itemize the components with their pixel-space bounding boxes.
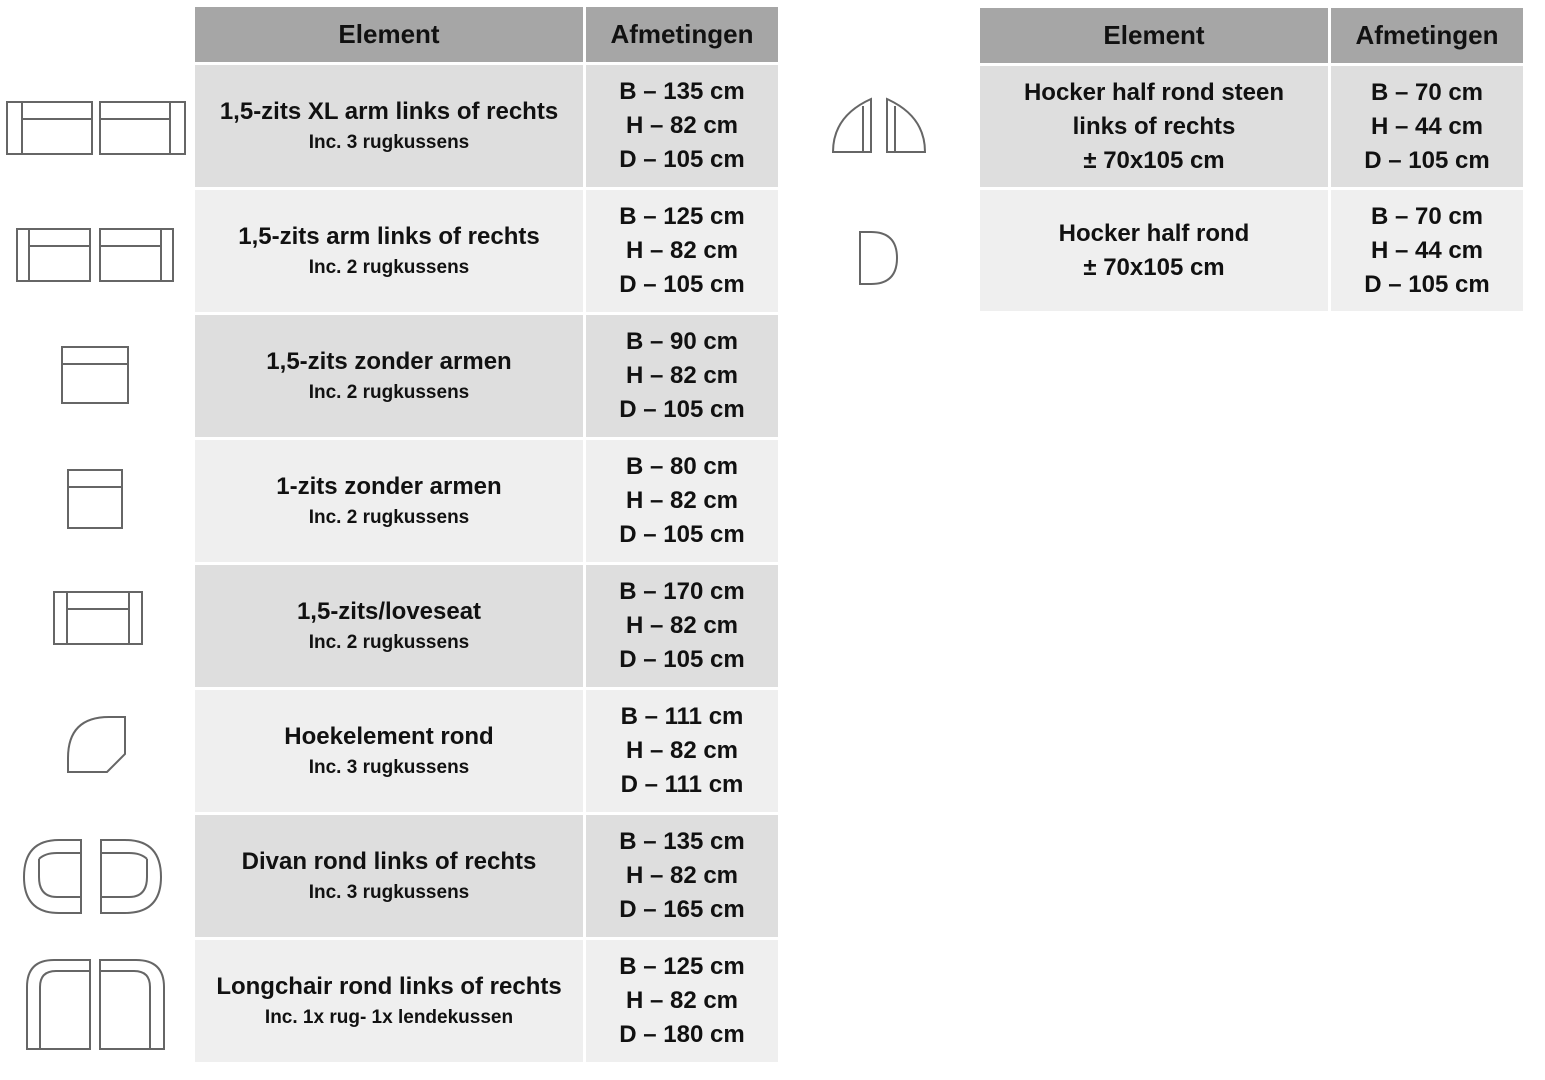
width-value: B – 111 cm bbox=[620, 703, 744, 730]
element-cell bbox=[980, 66, 1328, 187]
armchair-pair-icon bbox=[14, 226, 176, 284]
divan-round-pair-icon bbox=[21, 837, 165, 917]
table-row bbox=[195, 690, 778, 812]
header-dimensions: Afmetingen bbox=[1331, 8, 1523, 63]
width-value: B – 135 cm bbox=[619, 78, 745, 105]
left-element-table bbox=[192, 4, 781, 1065]
header-element: Element bbox=[980, 8, 1328, 63]
element-cushions: Inc. 2 rugkussens bbox=[308, 257, 470, 278]
element-cushions: Inc. 3 rugkussens bbox=[308, 757, 470, 778]
depth-value: D – 105 cm bbox=[1364, 270, 1490, 298]
element-name: 1,5-zits/loveseat bbox=[296, 598, 482, 625]
element-name: Hoekelement rond bbox=[284, 723, 494, 750]
element-cell bbox=[195, 690, 583, 812]
height-value: H – 44 cm bbox=[1370, 236, 1484, 264]
element-cushions: Inc. 1x rug- 1x lendekussen bbox=[264, 1007, 514, 1028]
dimensions-cell bbox=[586, 815, 778, 937]
loveseat-icon bbox=[51, 589, 145, 647]
element-cushions: Inc. 3 rugkussens bbox=[308, 882, 470, 903]
depth-value: D – 111 cm bbox=[620, 771, 744, 798]
dimensions-cell bbox=[586, 565, 778, 687]
element-cell bbox=[195, 315, 583, 437]
element-name: 1-zits zonder armen bbox=[276, 473, 502, 500]
width-value: B – 125 cm bbox=[619, 953, 745, 980]
armchair-xl-pair-icon bbox=[4, 99, 188, 157]
table-row bbox=[195, 190, 778, 312]
hocker-half-round-pair-icon bbox=[829, 96, 929, 156]
element-cell bbox=[195, 940, 583, 1062]
height-value: H – 82 cm bbox=[625, 612, 739, 639]
element-name-line2: links of rechts bbox=[1072, 112, 1236, 140]
dimensions-cell bbox=[1331, 190, 1523, 311]
depth-value: D – 105 cm bbox=[619, 646, 745, 673]
height-value: H – 82 cm bbox=[625, 487, 739, 514]
corner-round-icon bbox=[65, 714, 129, 776]
depth-value: D – 105 cm bbox=[619, 396, 745, 423]
dimensions-cell bbox=[586, 440, 778, 562]
longchair-round-pair-icon bbox=[24, 957, 168, 1053]
element-cell bbox=[195, 65, 583, 187]
header-dimensions: Afmetingen bbox=[586, 7, 778, 62]
seat-single-icon bbox=[65, 467, 125, 531]
element-cushions: Inc. 2 rugkussens bbox=[308, 382, 470, 403]
height-value: H – 82 cm bbox=[625, 112, 739, 139]
element-cushions: Inc. 3 rugkussens bbox=[308, 132, 470, 153]
table-row bbox=[195, 565, 778, 687]
element-cell bbox=[195, 440, 583, 562]
width-value: B – 70 cm bbox=[1370, 78, 1484, 106]
height-value: H – 82 cm bbox=[625, 862, 739, 889]
depth-value: D – 180 cm bbox=[619, 1021, 745, 1048]
element-name: Hocker half rond bbox=[1058, 219, 1250, 247]
element-cell bbox=[980, 190, 1328, 311]
table-row bbox=[980, 66, 1523, 187]
element-name: 1,5-zits arm links of rechts bbox=[238, 223, 540, 250]
table-row bbox=[195, 315, 778, 437]
element-cushions: Inc. 2 rugkussens bbox=[308, 632, 470, 653]
height-value: H – 44 cm bbox=[1370, 112, 1484, 140]
dimensions-cell bbox=[586, 315, 778, 437]
seat-wide-icon bbox=[59, 344, 131, 406]
dimensions-cell bbox=[586, 65, 778, 187]
width-value: B – 125 cm bbox=[619, 203, 745, 230]
element-size: ± 70x105 cm bbox=[1083, 146, 1225, 174]
depth-value: D – 165 cm bbox=[619, 896, 745, 923]
element-size: ± 70x105 cm bbox=[1083, 253, 1225, 281]
width-value: B – 90 cm bbox=[625, 328, 739, 355]
table-row bbox=[195, 940, 778, 1062]
element-name: Longchair rond links of rechts bbox=[216, 973, 562, 1000]
depth-value: D – 105 cm bbox=[619, 271, 745, 298]
table-row bbox=[195, 440, 778, 562]
dimensions-cell bbox=[1331, 66, 1523, 187]
element-cell bbox=[195, 565, 583, 687]
dimensions-cell bbox=[586, 940, 778, 1062]
element-name: Hocker half rond steen bbox=[1023, 78, 1285, 106]
element-name: 1,5-zits XL arm links of rechts bbox=[219, 98, 559, 125]
dimensions-cell bbox=[586, 690, 778, 812]
header-element: Element bbox=[195, 7, 583, 62]
right-element-table bbox=[977, 5, 1526, 314]
height-value: H – 82 cm bbox=[625, 987, 739, 1014]
width-value: B – 80 cm bbox=[625, 453, 739, 480]
element-cell bbox=[195, 815, 583, 937]
element-cell bbox=[195, 190, 583, 312]
dimensions-cell bbox=[586, 190, 778, 312]
element-name: 1,5-zits zonder armen bbox=[266, 348, 512, 375]
table-row bbox=[980, 190, 1523, 311]
width-value: B – 135 cm bbox=[619, 828, 745, 855]
width-value: B – 70 cm bbox=[1370, 202, 1484, 230]
table-row bbox=[195, 65, 778, 187]
depth-value: D – 105 cm bbox=[619, 521, 745, 548]
depth-value: D – 105 cm bbox=[619, 146, 745, 173]
height-value: H – 82 cm bbox=[625, 237, 739, 264]
element-name: Divan rond links of rechts bbox=[241, 848, 537, 875]
table-row bbox=[195, 815, 778, 937]
element-cushions: Inc. 2 rugkussens bbox=[308, 507, 470, 528]
width-value: B – 170 cm bbox=[619, 578, 745, 605]
height-value: H – 82 cm bbox=[625, 737, 739, 764]
depth-value: D – 105 cm bbox=[1364, 146, 1490, 174]
height-value: H – 82 cm bbox=[625, 362, 739, 389]
hocker-half-round-icon bbox=[857, 229, 901, 287]
